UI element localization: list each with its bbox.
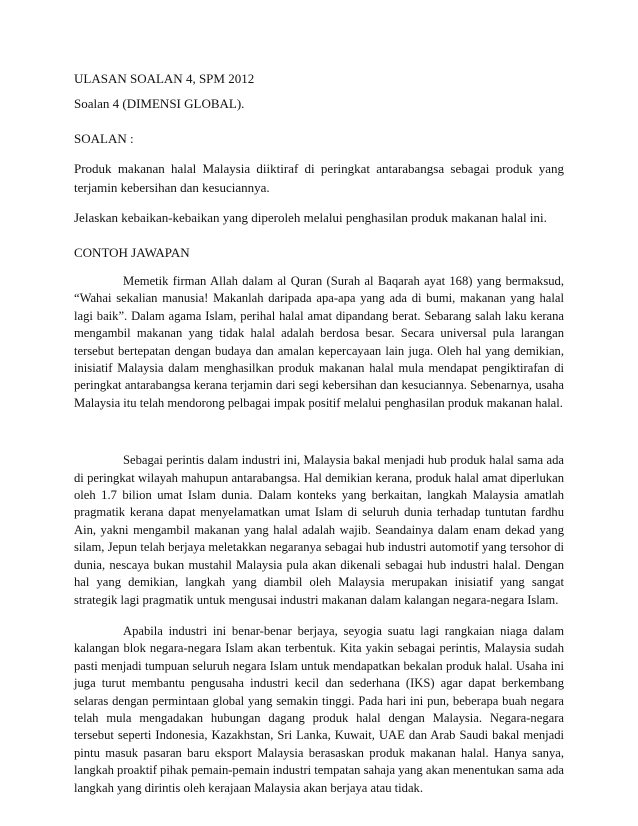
answer-paragraph-3: Apabila industri ini benar-benar berjaya, seyogia suatu lagi rangkaian niaga dalam kalangan blok negara-negara Islam akan terbentuk. Kita yakin sebagai perintis, Malaysia sudah pasti menjadi tumpuan seluruh negara Islam untuk mendapatkan bekalan produk halal. Usaha ini juga turut membantu pengusaha industri kecil dan sederhana (IKS) agar dapat berkembang selaras dengan permintaan global yang semakin tinggi. Pada hari ini pun, beberapa buah negara telah mula mengadakan hubungan dagang produk halal dengan Malaysia. Negara-negara tersebut seperti Indonesia, Kazakhstan, Sri Lanka, Kuwait, UAE dan Arab Saudi bakal menjadi pintu masuk pasaran baru eksport Malaysia berasaskan produk makanan halal. Hanya sanya, langkah proaktif pihak pemain-pemain industri tempatan sahaja yang akan menentukan sama ada langkah yang dirintis oleh kerajaan Malaysia akan berjaya atau tidak. — [74, 623, 564, 795]
document-subtitle: Soalan 4 (DIMENSI GLOBAL). — [74, 96, 245, 111]
answer-paragraph-1: Memetik firman Allah dalam al Quran (Surah al Baqarah ayat 168) yang bermaksud, “Wahai sekalian manusia! Makanlah daripada apa-apa yang ada di bumi, makanan yang halal lagi baik”. Dalam agama Islam, perihal halal amat dipandang berat. Sebarang salah laku kerana mengambil makanan yang tidak halal adalah berdosa besar. Secara universal pula larangan tersebut bertepatan dengan budaya dan amalan kepercayaan lain juga. Oleh hal yang demikian, inisiatif Malaysia dalam menghasilkan produk makanan halal mula mendapat pengiktirafan di peringkat antarabangsa kerana terjamin dari segi kebersihan dan kesuciannya. Sebenarnya, usaha Malaysia itu telah mendorong pelbagai impak positif melalui penghasilan produk makanan halal. — [74, 274, 564, 410]
spacer — [74, 112, 564, 130]
spacer — [74, 226, 564, 244]
document-title: ULASAN SOALAN 4, SPM 2012 — [74, 71, 255, 86]
answer-label: CONTOH JAWAPAN — [74, 245, 190, 260]
question-label: SOALAN : — [74, 131, 134, 146]
spacer — [74, 147, 564, 159]
answer-paragraph-2: Sebagai perintis dalam industri ini, Malaysia bakal menjadi hub produk halal sama ada di peringkat wilayah mahupun antarabangsa. Hal demikian kerana, produk halal amat diperlukan oleh 1.7 bilion umat Islam dunia. Dalam konteks yang berkaitan, langkah Malaysia amatlah pragmatik kerana dapat menyelamatkan umat Islam di seluruh dunia terhadap tuntutan fardhu Ain, yakni mengambil makanan yang halal adalah wajib. Seandainya dalam enam dekad yang silam, Jepun telah berjaya meletakkan negaranya sebagai hub industri automotif yang tersohor di dunia, nescaya bukan mustahil Malaysia pula akan dikenali sebagai hub industri halal. Dengan hal yang demikian, langkah yang diambil oleh Malaysia merupakan inisiatif yang sangat strategik lagi pragmatik untuk mengusai industri makanan dalam kalangan negara-negara Islam. — [74, 453, 564, 607]
instruction-text: Jelaskan kebaikan-kebaikan yang diperoleh melalui penghasilan produk makanan halal ini. — [74, 210, 547, 225]
spacer — [74, 261, 564, 273]
question-text: Produk makanan halal Malaysia diiktiraf di peringkat antarabangsa sebagai produk yang terjamin kebersihan dan kesuciannya. — [74, 161, 564, 195]
spacer — [74, 412, 564, 452]
spacer — [74, 609, 564, 623]
spacer — [74, 197, 564, 209]
